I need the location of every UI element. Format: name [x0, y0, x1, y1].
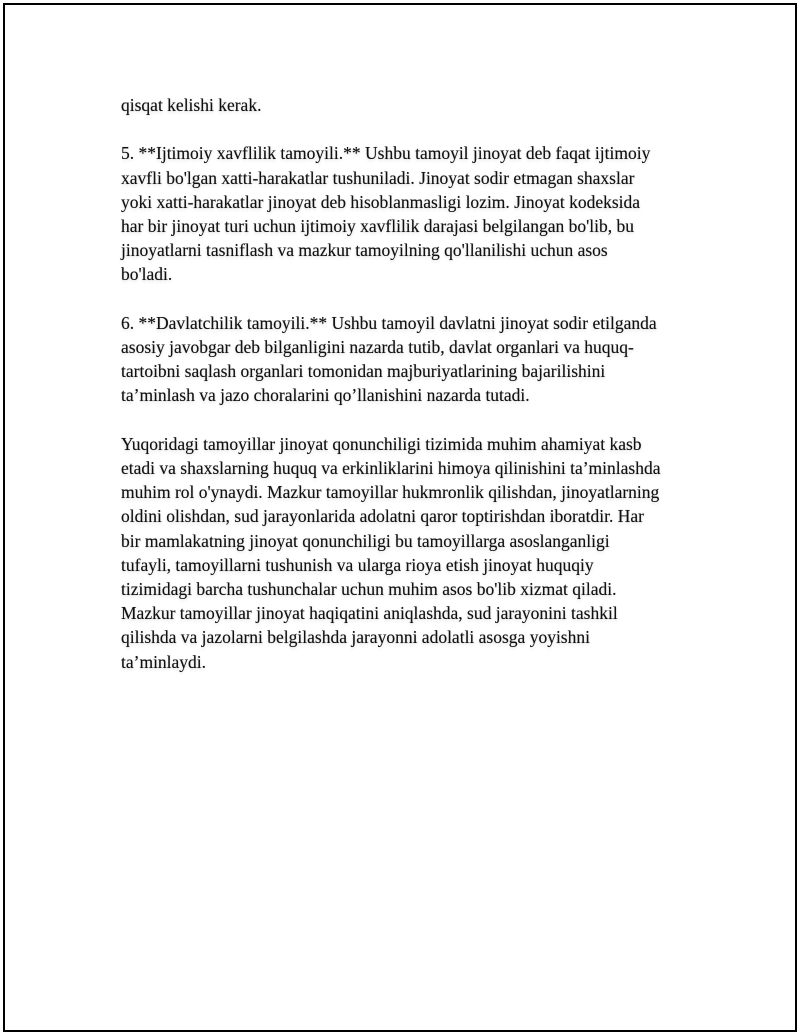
text-line: jinoyatlarni tasniflash va mazkur tamoyilning qo'llanilishi uchun asos: [121, 240, 608, 261]
text-line: oldini olishdan, sud jarayonlarida adolatni qaror toptirishdan iboratdir. Har: [121, 506, 644, 527]
text-line: muhim rol o'ynaydi. Mazkur tamoyillar hukmronlik qilishdan, jinoyatlarning: [121, 482, 660, 503]
text-line: 5. **Ijtimoiy xavflilik tamoyili.** Ushbu tamoyil jinoyat deb faqat ijtimoiy: [121, 143, 651, 164]
text-line: yoki xatti-harakatlar jinoyat deb hisoblanmasligi lozim. Jinoyat kodeksida: [121, 191, 641, 212]
document-page: [3, 3, 797, 1032]
text-line: xavfli bo'lgan xatti-harakatlar tushuniladi. Jinoyat sodir etmagan shaxslar: [121, 167, 635, 188]
text-line: Mazkur tamoyillar jinoyat haqiqatini aniqlashda, sud jarayonini tashkil: [121, 603, 618, 624]
text-line: ta’minlaydi.: [121, 651, 207, 672]
text-line: har bir jinoyat turi uchun ijtimoiy xavflilik darajasi belgilangan bo'lib, bu: [121, 216, 634, 236]
text-line: tufayli, tamoyillarni tushunish va ularga rioya etish jinoyat huquqiy: [121, 554, 594, 575]
text-line: ta’minlash va jazo choralarini qo’llanishini nazarda tutadi.: [121, 385, 530, 406]
text-line: 6. **Davlatchilik tamoyili.** Ushbu tamoyil davlatni jinoyat sodir etilganda: [121, 312, 657, 333]
text-line: bo'ladi.: [121, 264, 173, 285]
paragraph-principle-6: [121, 311, 711, 408]
paragraph-conclusion: [121, 432, 711, 674]
text-line: qisqat kelishi kerak.: [121, 95, 262, 115]
text-line: bir mamlakatning jinoyat qonunchiligi bu tamoyillarga asoslanganligi: [121, 530, 610, 551]
text-line: tartoibni saqlash organlari tomonidan majburiyatlarining bajarilishini: [121, 361, 606, 382]
text-line: etadi va shaxslarning huquq va erkinliklarini himoya qilinishini ta’minlashda: [121, 458, 661, 478]
document-body: [121, 93, 711, 674]
paragraph-principle-5: [121, 141, 711, 286]
text-line: Yuqoridagi tamoyillar jinoyat qonunchiligi tizimida muhim ahamiyat kasb: [121, 433, 642, 454]
text-line: tizimidagi barcha tushunchalar uchun muhim asos bo'lib xizmat qiladi.: [121, 579, 617, 600]
text-line: qilishda va jazolarni belgilashda jarayonni adolatli asosga yoyishni: [121, 627, 590, 648]
paragraph-continuation: [121, 93, 711, 117]
text-line: asosiy javobgar deb bilganligini nazarda tutib, davlat organlari va huquq-: [121, 337, 634, 357]
